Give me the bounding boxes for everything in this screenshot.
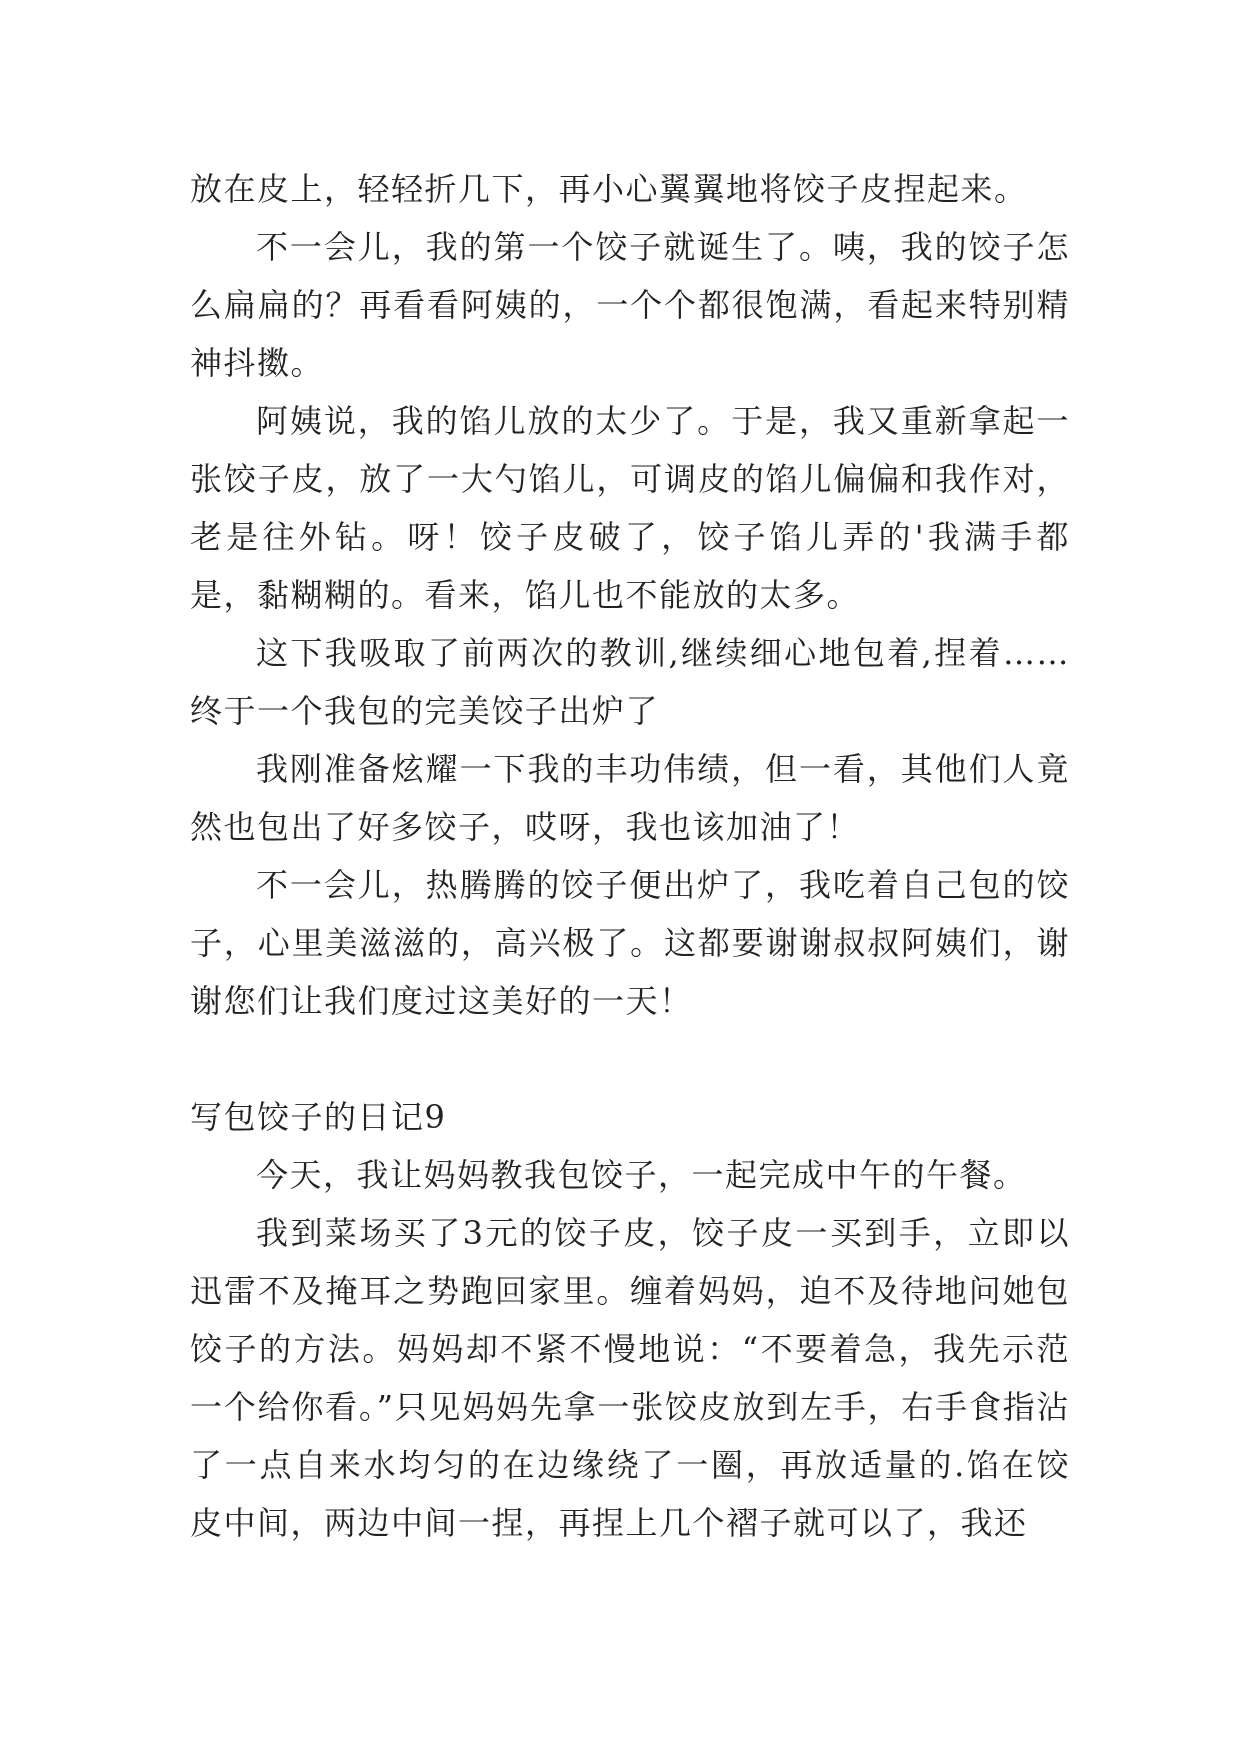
section-title: 写包饺子的日记9 xyxy=(190,1098,447,1136)
paragraph: 我刚准备炫耀一下我的丰功伟绩，但一看，其他们人竟然也包出了好多饺子，哎呀，我也该加油了！ xyxy=(190,750,1070,846)
paragraph: 这下我吸取了前两次的教训,继续细心地包着,捏着……终于一个我包的完美饺子出炉了 xyxy=(190,634,1070,730)
paragraph: 我到菜场买了3元的饺子皮，饺子皮一买到手，立即以迅雷不及掩耳之势跑回家里。缠着妈妈，迫不及待地问她包饺子的方法。妈妈却不紧不慢地说：“不要着急，我先示范一个给你看。”只见妈妈先拿一张饺皮放到左手，右手食指沾了一点自来水均匀的在边缘绕了一圈，再放适量的.馅在饺皮中间，两边中间一捏，再捏上几个褶子就可以了，我还 xyxy=(190,1214,1070,1542)
paragraph: 不一会儿，热腾腾的饺子便出炉了，我吃着自己包的饺子，心里美滋滋的，高兴极了。这都要谢谢叔叔阿姨们，谢谢您们让我们度过这美好的一天！ xyxy=(190,866,1070,1020)
document-body xyxy=(190,160,1070,1552)
paragraph: 阿姨说，我的馅儿放的太少了。于是，我又重新拿起一张饺子皮，放了一大勺馅儿，可调皮的馅儿偏偏和我作对，老是往外钻。呀！饺子皮破了，饺子馅儿弄的'我满手都是，黏糊糊的。看来，馅儿也不能放的太多。 xyxy=(190,402,1070,614)
section-spacer xyxy=(190,1030,1070,1088)
paragraph: 今天，我让妈妈教我包饺子，一起完成中午的午餐。 xyxy=(256,1156,1027,1194)
paragraph: 不一会儿，我的第一个饺子就诞生了。咦，我的饺子怎么扁扁的？再看看阿姨的，一个个都很饱满，看起来特别精神抖擞。 xyxy=(190,228,1070,382)
paragraph: 放在皮上，轻轻折几下，再小心翼翼地将饺子皮捏起来。 xyxy=(190,170,1028,208)
